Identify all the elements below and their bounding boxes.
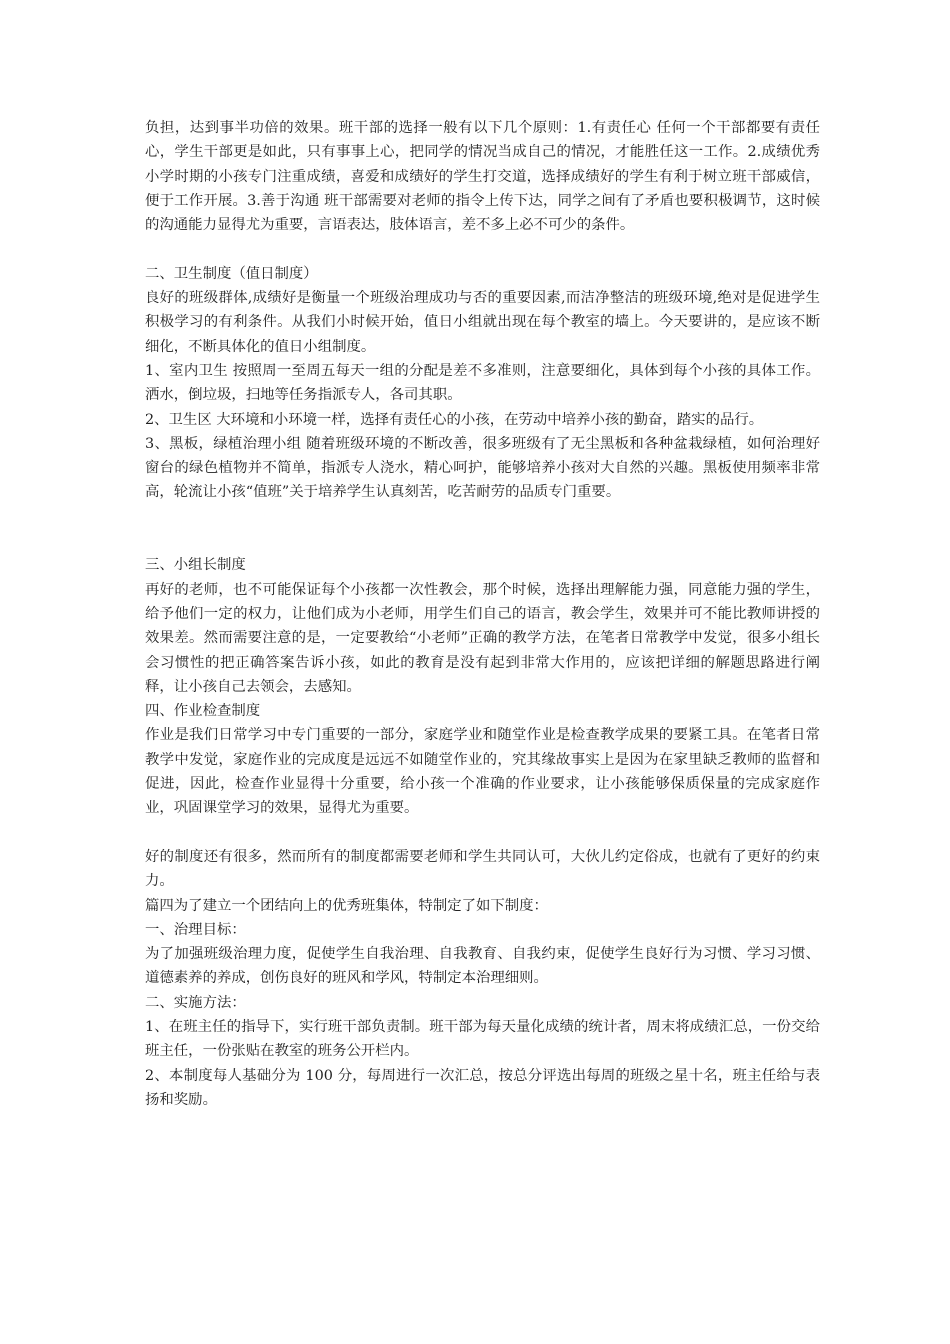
- paragraph-blackboard-plants: 3、黑板，绿植治理小组 随着班级环境的不断改善，很多班级有了无尘黑板和各种盆栽绿植，如何治理好窗台的绿色植物并不简单，指派专人浇水，精心呵护，能够培养小孩对大自然的兴趣。黑板使用频率非常高，轮流让小孩“值班”关于培养学生认真刻苦，吃苦耐劳的品质专门重要。: [145, 435, 820, 501]
- paragraph-system-summary: 好的制度还有很多，然而所有的制度都需要老师和学生共同认可，大伙儿约定俗成，也就有了更好的约束力。: [145, 848, 820, 890]
- spacer: [145, 821, 820, 845]
- paragraph-group-leader: 再好的老师，也不可能保证每个小孩都一次性教会，那个时候，选择出理解能力强，同意能力强的学生，给予他们一定的权力，让他们成为小老师，用学生们自己的语言，教会学生，效果并可不能比教师讲授的效果差。然而需要注意的是，一定要教给“小老师”正确的教学方法，在笔者日常教学中发觉，很多小组长会习惯性的把正确答案告诉小孩，如此的教育是没有起到非常大作用的，应该把详细的解题思路进行阐释，让小孩自己去领会，去感知。: [145, 581, 820, 695]
- paragraph-method-one: 1、在班主任的指导下，实行班干部负责制。班干部为每天量化成绩的统计者，周末将成绩汇总，一份交给班主任，一份张贴在教室的班务公开栏内。: [145, 1018, 820, 1060]
- paragraph-part-four-intro: 篇四为了建立一个团结向上的优秀班集体，特制定了如下制度：: [145, 897, 548, 914]
- paragraph-class-cadre-principles: 负担，达到事半功倍的效果。班干部的选择一般有以下几个原则：1.有责任心 任何一个干部都要有责任心，学生干部更是如此，只有事事上心，把同学的情况当成自己的情况，才能胜任这一工作。2.成绩优秀 小学时期的小孩专门注重成绩，喜爱和成绩好的学生打交道，选择成绩好的学生有利于树立班干部威信，便于工作开展。3.善于沟通 班干部需要对老师的指令上传下达，同学之间有了矛盾也要积极调节，这时候的沟通能力显得尤为重要，言语表达，肢体语言，差不多上必不可少的条件。: [145, 120, 820, 234]
- paragraph-hygiene-area: 2、卫生区 大环境和小环境一样，选择有责任心的小孩，在劳动中培养小孩的勤奋，踏实的品行。: [145, 411, 764, 428]
- heading-management-goal: 一、治理目标：: [145, 921, 246, 938]
- heading-group-leader-system: 三、小组长制度: [145, 557, 246, 574]
- spacer: [145, 237, 820, 261]
- document-body: [145, 116, 820, 1112]
- paragraph-hygiene-intro: 良好的班级群体,成绩好是衡量一个班级治理成功与否的重要因素,而洁净整洁的班级环境,绝对是促进学生积极学习的有利条件。从我们小时候开始，值日小组就出现在每个教室的墙上。今天要讲的，是应该不断细化，不断具体化的值日小组制度。: [145, 290, 820, 355]
- paragraph-homework-check: 作业是我们日常学习中专门重要的一部分，家庭学业和随堂作业是检查教学成果的要紧工具。在笔者日常教学中发觉，家庭作业的完成度是远远不如随堂作业的，究其缘故事实上是因为在家里缺乏教师的监督和促进，因此，检查作业显得十分重要，给小孩一个准确的作业要求，让小孩能够保质保量的完成家庭作业，巩固课堂学习的效果，显得尤为重要。: [145, 727, 820, 817]
- spacer: [145, 505, 820, 554]
- heading-implementation-method: 二、实施方法：: [145, 994, 246, 1011]
- paragraph-management-goal: 为了加强班级治理力度，促使学生自我治理、自我教育、自我约束，促使学生良好行为习惯、学习习惯、道德素养的养成，创伤良好的班风和学风，特制定本治理细则。: [145, 946, 820, 987]
- paragraph-method-two: 2、本制度每人基础分为 100 分，每周进行一次汇总，按总分评选出每周的班级之星十名，班主任给与表扬和奖励。: [145, 1067, 820, 1108]
- paragraph-indoor-hygiene: 1、室内卫生 按照周一至周五每天一组的分配是差不多准则，注意要细化，具体到每个小孩的具体工作。 洒水，倒垃圾，扫地等任务指派专人，各司其职。: [145, 362, 820, 404]
- heading-homework-check-system: 四、作业检查制度: [145, 703, 261, 720]
- heading-hygiene-system: 二、卫生制度（值日制度）: [145, 265, 318, 282]
